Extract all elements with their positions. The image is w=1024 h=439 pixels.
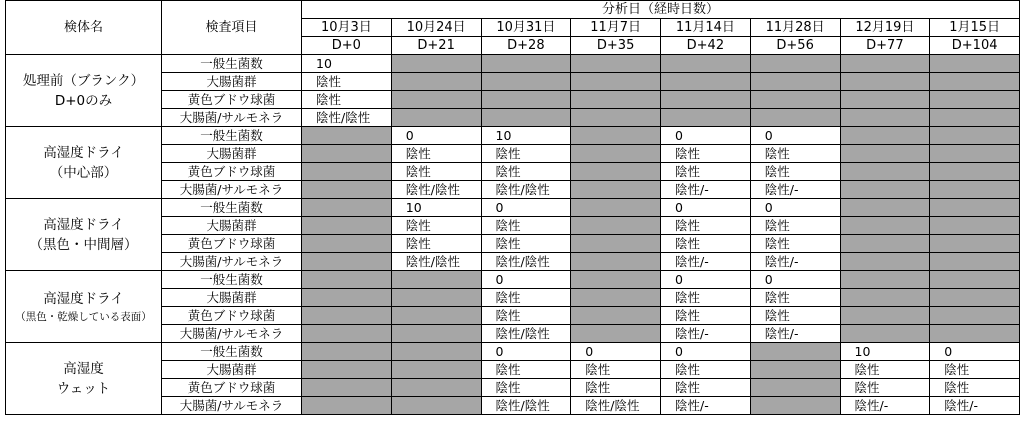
result-cell: 陰性: [661, 307, 751, 325]
not-measured-cell: [302, 343, 392, 361]
not-measured-cell: [840, 73, 930, 91]
not-measured-cell: [840, 91, 930, 109]
not-measured-cell: [391, 325, 481, 343]
result-cell: 陰性/-: [840, 397, 930, 415]
result-cell: 陰性: [661, 361, 751, 379]
not-measured-cell: [661, 91, 751, 109]
table-row: [6, 55, 1020, 73]
result-cell: 陰性: [391, 217, 481, 235]
result-cell: 陰性: [661, 235, 751, 253]
test-item-cell: 大腸菌群: [162, 217, 302, 235]
date-header-cell: 11月14日: [661, 19, 751, 37]
date-header-cell: 10月24日: [391, 19, 481, 37]
result-cell: 陰性: [750, 289, 840, 307]
table-body: [6, 55, 1020, 415]
result-cell: 0: [661, 343, 751, 361]
result-cell: 陰性: [661, 289, 751, 307]
sample-name-line: 高湿度ドライ: [43, 216, 124, 233]
result-cell: 10: [302, 55, 392, 73]
result-cell: 陰性/陰性: [481, 181, 571, 199]
not-measured-cell: [750, 109, 840, 127]
not-measured-cell: [302, 289, 392, 307]
test-item-cell: 大腸菌群: [162, 145, 302, 163]
not-measured-cell: [930, 109, 1020, 127]
result-cell: 陰性: [930, 361, 1020, 379]
sample-name-line: D+0のみ: [54, 92, 113, 109]
result-cell: 陰性/陰性: [481, 397, 571, 415]
result-cell: 陰性/陰性: [481, 253, 571, 271]
not-measured-cell: [571, 307, 661, 325]
result-cell: 陰性: [391, 145, 481, 163]
not-measured-cell: [930, 145, 1020, 163]
test-item-cell: 黄色ブドウ球菌: [162, 91, 302, 109]
test-item-cell: 大腸菌/サルモネラ: [162, 397, 302, 415]
result-cell: 陰性/-: [661, 325, 751, 343]
result-cell: 陰性: [661, 379, 751, 397]
day-offset-cell: D+77: [840, 37, 930, 55]
not-measured-cell: [840, 217, 930, 235]
result-cell: 陰性: [302, 73, 392, 91]
not-measured-cell: [930, 235, 1020, 253]
not-measured-cell: [391, 73, 481, 91]
sample-name-line: 処理前（ブランク）: [22, 72, 145, 89]
not-measured-cell: [930, 271, 1020, 289]
not-measured-cell: [391, 109, 481, 127]
result-cell: 陰性: [661, 163, 751, 181]
result-cell: 陰性: [481, 145, 571, 163]
not-measured-cell: [481, 73, 571, 91]
not-measured-cell: [930, 55, 1020, 73]
result-cell: 陰性: [481, 235, 571, 253]
result-cell: 0: [930, 343, 1020, 361]
result-cell: 陰性: [750, 217, 840, 235]
not-measured-cell: [391, 91, 481, 109]
not-measured-cell: [571, 253, 661, 271]
not-measured-cell: [750, 361, 840, 379]
test-item-cell: 黄色ブドウ球菌: [162, 235, 302, 253]
test-item-cell: 一般生菌数: [162, 55, 302, 73]
not-measured-cell: [571, 235, 661, 253]
result-cell: 陰性/-: [750, 253, 840, 271]
result-cell: 陰性/-: [661, 181, 751, 199]
not-measured-cell: [571, 127, 661, 145]
not-measured-cell: [840, 253, 930, 271]
result-cell: 陰性: [750, 145, 840, 163]
result-cell: 陰性: [391, 163, 481, 181]
result-cell: 陰性/-: [661, 397, 751, 415]
not-measured-cell: [302, 325, 392, 343]
result-cell: 陰性: [481, 361, 571, 379]
test-item-cell: 大腸菌/サルモネラ: [162, 181, 302, 199]
not-measured-cell: [750, 343, 840, 361]
not-measured-cell: [481, 91, 571, 109]
date-header-cell: 11月28日: [750, 19, 840, 37]
table-row: [6, 199, 1020, 217]
not-measured-cell: [571, 325, 661, 343]
not-measured-cell: [930, 307, 1020, 325]
not-measured-cell: [840, 271, 930, 289]
result-cell: 陰性: [930, 379, 1020, 397]
result-cell: 陰性/陰性: [571, 397, 661, 415]
result-cell: 0: [750, 199, 840, 217]
not-measured-cell: [840, 145, 930, 163]
analysis-date-header: 分析日（経時日数）: [302, 1, 1020, 19]
test-item-header: 検査項目: [162, 1, 302, 55]
sample-name-cell: [6, 271, 162, 343]
result-cell: 0: [750, 271, 840, 289]
not-measured-cell: [840, 163, 930, 181]
test-item-cell: 一般生菌数: [162, 199, 302, 217]
date-header-cell: 10月3日: [302, 19, 392, 37]
not-measured-cell: [750, 73, 840, 91]
day-offset-cell: D+21: [391, 37, 481, 55]
not-measured-cell: [750, 55, 840, 73]
result-cell: 0: [391, 127, 481, 145]
sample-name-line: （黒色・中間層）: [29, 236, 138, 253]
result-cell: 陰性/陰性: [302, 109, 392, 127]
result-cell: 陰性: [840, 379, 930, 397]
day-offset-cell: D+28: [481, 37, 571, 55]
day-offset-cell: D+42: [661, 37, 751, 55]
result-cell: 10: [391, 199, 481, 217]
not-measured-cell: [571, 55, 661, 73]
result-cell: 0: [661, 127, 751, 145]
sample-name-cell: [6, 343, 162, 415]
table-header: [6, 1, 1020, 55]
table-row: [6, 127, 1020, 145]
result-cell: 陰性: [302, 91, 392, 109]
sample-name-cell: [6, 199, 162, 271]
day-offset-cell: D+0: [302, 37, 392, 55]
date-header-cell: 11月7日: [571, 19, 661, 37]
not-measured-cell: [571, 217, 661, 235]
not-measured-cell: [750, 91, 840, 109]
test-item-cell: 一般生菌数: [162, 271, 302, 289]
not-measured-cell: [481, 109, 571, 127]
not-measured-cell: [571, 271, 661, 289]
not-measured-cell: [750, 379, 840, 397]
day-offset-cell: D+104: [930, 37, 1020, 55]
result-cell: 0: [661, 271, 751, 289]
sample-name-line: 高湿度: [63, 360, 104, 377]
not-measured-cell: [391, 343, 481, 361]
not-measured-cell: [302, 217, 392, 235]
not-measured-cell: [302, 379, 392, 397]
not-measured-cell: [840, 199, 930, 217]
sample-name-line: 高湿度ドライ: [43, 144, 124, 161]
not-measured-cell: [930, 199, 1020, 217]
not-measured-cell: [302, 145, 392, 163]
not-measured-cell: [391, 271, 481, 289]
not-measured-cell: [302, 199, 392, 217]
sample-name-header: 検体名: [6, 1, 162, 55]
not-measured-cell: [930, 325, 1020, 343]
not-measured-cell: [391, 55, 481, 73]
not-measured-cell: [571, 199, 661, 217]
result-cell: 陰性: [661, 217, 751, 235]
not-measured-cell: [840, 55, 930, 73]
test-item-cell: 大腸菌/サルモネラ: [162, 325, 302, 343]
not-measured-cell: [391, 379, 481, 397]
result-cell: 陰性: [571, 361, 661, 379]
not-measured-cell: [302, 127, 392, 145]
not-measured-cell: [302, 235, 392, 253]
not-measured-cell: [840, 109, 930, 127]
result-cell: 陰性/-: [930, 397, 1020, 415]
not-measured-cell: [571, 73, 661, 91]
result-cell: 陰性: [661, 145, 751, 163]
test-item-cell: 大腸菌群: [162, 289, 302, 307]
not-measured-cell: [750, 397, 840, 415]
result-cell: 陰性/陰性: [391, 253, 481, 271]
not-measured-cell: [840, 289, 930, 307]
not-measured-cell: [571, 109, 661, 127]
test-item-cell: 黄色ブドウ球菌: [162, 379, 302, 397]
result-cell: 陰性/陰性: [481, 325, 571, 343]
result-cell: 陰性: [571, 379, 661, 397]
result-cell: 陰性/-: [750, 325, 840, 343]
sample-name-line: （黒色・乾燥している表面）: [15, 310, 152, 323]
not-measured-cell: [930, 163, 1020, 181]
result-cell: 10: [481, 127, 571, 145]
test-item-cell: 黄色ブドウ球菌: [162, 307, 302, 325]
not-measured-cell: [571, 145, 661, 163]
not-measured-cell: [302, 397, 392, 415]
test-item-cell: 一般生菌数: [162, 343, 302, 361]
not-measured-cell: [571, 289, 661, 307]
test-item-cell: 大腸菌群: [162, 73, 302, 91]
result-cell: 陰性: [750, 235, 840, 253]
not-measured-cell: [930, 217, 1020, 235]
not-measured-cell: [571, 181, 661, 199]
result-cell: 陰性: [481, 307, 571, 325]
not-measured-cell: [391, 289, 481, 307]
not-measured-cell: [571, 163, 661, 181]
table-row: [6, 343, 1020, 361]
not-measured-cell: [930, 127, 1020, 145]
not-measured-cell: [930, 91, 1020, 109]
results-table: [5, 0, 1020, 415]
not-measured-cell: [930, 289, 1020, 307]
day-offset-cell: D+56: [750, 37, 840, 55]
result-cell: 陰性: [481, 163, 571, 181]
not-measured-cell: [661, 55, 751, 73]
not-measured-cell: [302, 361, 392, 379]
result-cell: 0: [481, 271, 571, 289]
not-measured-cell: [930, 253, 1020, 271]
result-cell: 10: [840, 343, 930, 361]
not-measured-cell: [302, 253, 392, 271]
result-cell: 0: [481, 199, 571, 217]
result-cell: 0: [571, 343, 661, 361]
table-row: [6, 271, 1020, 289]
not-measured-cell: [391, 361, 481, 379]
not-measured-cell: [302, 163, 392, 181]
not-measured-cell: [840, 181, 930, 199]
not-measured-cell: [302, 271, 392, 289]
not-measured-cell: [661, 109, 751, 127]
result-cell: 陰性: [481, 289, 571, 307]
sample-name-line: 高湿度ドライ: [43, 290, 124, 307]
result-cell: 陰性/-: [661, 253, 751, 271]
result-cell: 0: [750, 127, 840, 145]
result-cell: 陰性: [750, 163, 840, 181]
result-cell: 陰性: [750, 307, 840, 325]
sample-name-cell: [6, 55, 162, 127]
result-cell: 陰性: [840, 361, 930, 379]
not-measured-cell: [391, 307, 481, 325]
result-cell: 陰性/陰性: [391, 181, 481, 199]
sample-name-line: （中心部）: [49, 164, 118, 181]
not-measured-cell: [391, 397, 481, 415]
date-header-cell: 12月19日: [840, 19, 930, 37]
result-cell: 陰性: [391, 235, 481, 253]
sample-name-line: ウェット: [56, 380, 111, 397]
test-item-cell: 一般生菌数: [162, 127, 302, 145]
test-item-cell: 大腸菌/サルモネラ: [162, 253, 302, 271]
not-measured-cell: [661, 73, 751, 91]
date-header-cell: 10月31日: [481, 19, 571, 37]
not-measured-cell: [840, 307, 930, 325]
sample-name-cell: [6, 127, 162, 199]
result-cell: 陰性/-: [750, 181, 840, 199]
test-item-cell: 大腸菌/サルモネラ: [162, 109, 302, 127]
not-measured-cell: [840, 235, 930, 253]
not-measured-cell: [302, 307, 392, 325]
result-cell: 0: [661, 199, 751, 217]
not-measured-cell: [302, 181, 392, 199]
test-item-cell: 大腸菌群: [162, 361, 302, 379]
result-cell: 陰性: [481, 379, 571, 397]
not-measured-cell: [840, 325, 930, 343]
not-measured-cell: [930, 73, 1020, 91]
result-cell: 0: [481, 343, 571, 361]
day-offset-cell: D+35: [571, 37, 661, 55]
not-measured-cell: [930, 181, 1020, 199]
test-item-cell: 黄色ブドウ球菌: [162, 163, 302, 181]
date-header-cell: 1月15日: [930, 19, 1020, 37]
not-measured-cell: [571, 91, 661, 109]
not-measured-cell: [481, 55, 571, 73]
result-cell: 陰性: [481, 217, 571, 235]
not-measured-cell: [840, 127, 930, 145]
